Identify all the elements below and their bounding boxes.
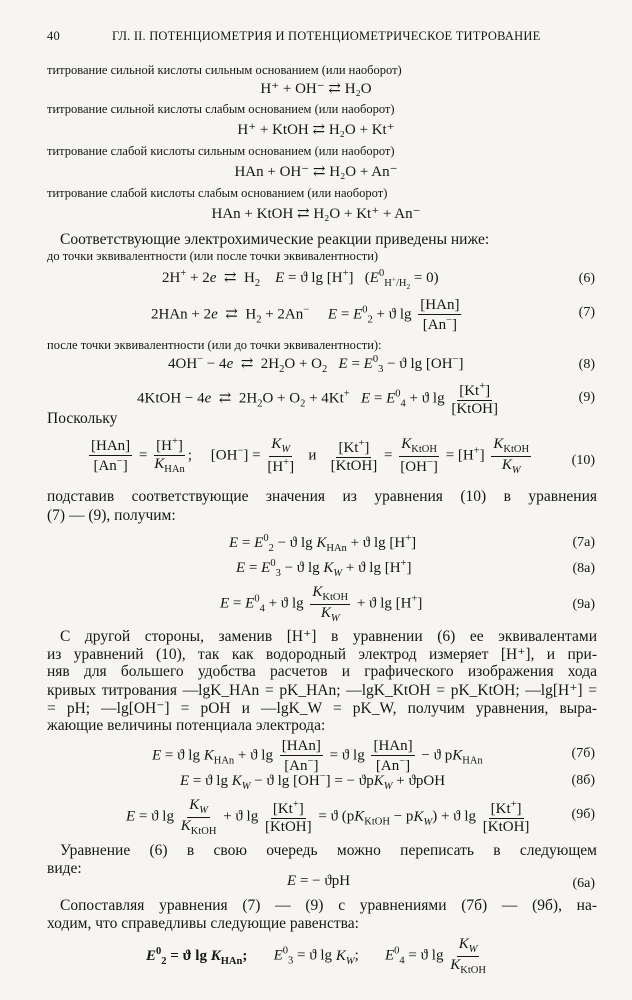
paragraph-text: Соответствующие электрохимические реакции приведены ниже:	[60, 231, 490, 248]
equation-number: (10)	[571, 453, 595, 468]
case-caption: титрование сильной кислоты сильным основанием (или наоборот)	[47, 63, 402, 77]
paragraph-text: виде:	[47, 860, 82, 877]
case-reaction: H⁺ + KtOH ⇄ H₂O + Kt⁺	[237, 122, 395, 138]
equation-7a: $E = E^0_2 - ϑ$ $\lg K_{HAn} + ϑ$ lg [H+]	[229, 533, 417, 554]
case-caption: титрование слабой кислоты сильным основанием (или наоборот)	[47, 144, 395, 158]
equation-7b: E = ϑ $\lg K_{HAn} + ϑ$ lg [HAn] [An−] = ϑ lg [HAn] [An−] − ϑ $pK_{HAn}$	[152, 738, 483, 774]
paragraph-text: жающие величины потенциала электрода:	[47, 717, 326, 734]
equation-9b: E = ϑ lg $K_W$ $K_{KtOH}$ + ϑ lg [Kt+] [KtOH] = ϑ $(pK_{KtOH} - pK_W) + ϑ$ lg [Kt+] [KtOH]	[126, 797, 530, 837]
equation-number: (8а)	[572, 561, 595, 576]
equation-number: (9б)	[571, 807, 595, 822]
equation-number: (9)	[578, 390, 595, 405]
running-title: ГЛ. II. ПОТЕНЦИОМЕТРИЯ И ПОТЕНЦИОМЕТРИЧЕСКОЕ ТИТРОВАНИЕ	[112, 29, 541, 43]
equation-10: [HAn] [An−] = [H+] $K_{HAn}$ ; [OH−] = $\frac{K_W}{[H^+]}$ и [Kt+] [KtOH] = $K_{KtOH}$ [OH−] = [H+] $K_{KtOH}$ $K_W$	[91, 436, 530, 476]
paragraph-text: (7) — (9), получим:	[47, 507, 176, 524]
paragraph-text: Сопоставляя уравнения (7) — (9) с уравнениями (7б) — (9б), на-	[60, 897, 597, 914]
paragraph-text: Поскольку	[47, 410, 118, 427]
case-caption: титрование слабой кислоты слабым основанием (или наоборот)	[47, 186, 388, 200]
equation-7: 2HAn + 2e ⇄ $H_2 + 2An^-$ $E = E^0_2 + ϑ$ lg [HAn] [An−]	[151, 297, 460, 333]
paragraph-text: С другой стороны, заменив [H⁺] в уравнении (6) ее эквивалентами	[60, 628, 597, 645]
equation-number: (9а)	[572, 597, 595, 612]
equation-9: 4KtOH − 4e ⇄ $2H_2O + O_2 + 4Kt^+$ $E = E^0_4 + ϑ$ lg [Kt+] [KtOH]	[137, 381, 498, 417]
paragraph-text: няв для большего удобства расчетов и графического изображения хода	[47, 663, 597, 680]
equation-number: (8б)	[571, 773, 595, 788]
paragraph-text: подставив соответствующие значения из уравнения (10) в уравнения	[47, 488, 597, 505]
equation-8b: E = ϑ $\lg K_W - ϑ$ lg [OH−] = − ϑpK$_W$ + ϑpOH	[180, 771, 446, 792]
equation-number: (7а)	[572, 535, 595, 550]
case-reaction: HAn + KtOH ⇄ H₂O + Kt⁺ + An⁻	[211, 206, 421, 222]
paragraph-text: = pH; —lg[OH⁻] = pOH и —lgK_W = pK_W, получим уравнения, выра-	[47, 700, 597, 717]
section-caption: до точки эквивалентности (или после точки эквивалентности)	[47, 249, 379, 263]
equation-8a: $E = E^0_3 - ϑ$ $\lg K_W + ϑ$ lg [H+]	[236, 558, 412, 579]
equation-number: (7)	[578, 305, 595, 320]
case-caption: титрование сильной кислоты слабым основанием (или наоборот)	[47, 102, 395, 116]
paragraph-text: из уравнений (10), так как водородный электрод измеряет [H⁺], и при-	[47, 646, 597, 663]
equation-number: (8)	[578, 357, 595, 372]
equation-number: (6)	[578, 271, 595, 286]
paragraph-text: Уравнение (6) в свою очередь можно переписать в следующем	[60, 842, 597, 859]
paragraph-text: ходим, что справедливы следующие равенства:	[47, 915, 359, 932]
case-reaction: HAn + OH⁻ ⇄ H₂O + An⁻	[234, 164, 398, 180]
equation-number: (7б)	[571, 746, 595, 761]
case-reaction: H⁺ + OH⁻ ⇄ H₂O	[260, 81, 372, 97]
equation-8: 4OH− − 4e ⇄ $2H_2O + O_2$ $E = E^0_3 - ϑ$ lg [OH−]	[168, 354, 464, 375]
equation-6a: E = − ϑpH	[287, 873, 351, 889]
page-number: 40	[47, 29, 60, 43]
equation-9a: $E = E^0_4 + ϑ$ lg $K_{KtOH}$ $K_W$ + ϑ lg [H+]	[220, 584, 423, 624]
final-equalities: $E^0_2 = ϑ$ $\lg K_{HAn}$; $E^0_3 = ϑ$ $\lg K_W$; $E^0_4 = ϑ$ lg $K_W$ $K_{KtOH}$	[146, 936, 486, 976]
paragraph-text: кривых титрования —lgK_HAn = pK_HAn; —lgK_KtOH = pK_KtOH; —lg[H⁺] =	[47, 682, 597, 699]
equation-6: 2H+ + 2e ⇄ $H_2$ E = ϑ lg [H+] $(E^0_{H^+/H_2} = 0)$	[162, 268, 439, 292]
equation-number: (6а)	[572, 876, 595, 891]
section-caption: после точки эквивалентности (или до точки эквивалентности):	[47, 338, 382, 352]
